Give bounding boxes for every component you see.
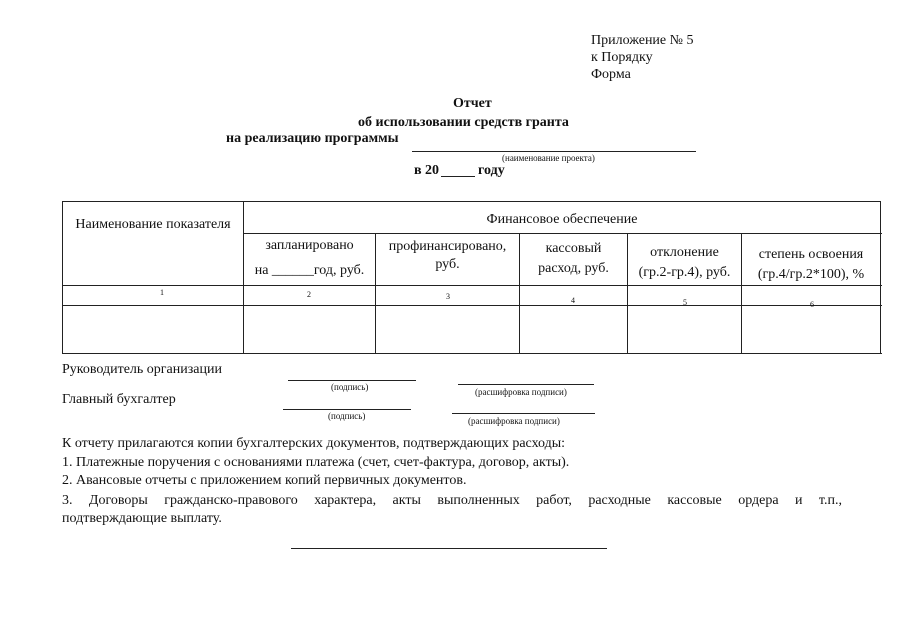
year-blank	[441, 176, 475, 177]
attachment-item-3: 3. Договоры гражданско-правового характера, акты выполненных работ, расходные кассовые ордера и т.п.,	[62, 493, 842, 508]
col-utilization-line2: (гр.4/гр.2*100), %	[757, 267, 865, 282]
col-deviation-line2: (гр.2-гр.4), руб.	[638, 265, 731, 280]
col-planned-line1: запланировано	[265, 238, 354, 253]
appendix-order: к Порядку	[591, 50, 653, 65]
col-utilization-line1: степень освоения	[758, 247, 864, 262]
project-name-blank	[412, 151, 696, 152]
table-line-numbers-bottom	[62, 305, 882, 306]
col-cash-line2: расход, руб.	[538, 261, 609, 276]
attachment-item-2: 2. Авансовые отчеты с приложением копий первичных документов.	[62, 473, 467, 488]
accountant-label: Главный бухгалтер	[62, 392, 176, 407]
col-number-1: 1	[160, 288, 164, 297]
program-label: на реализацию программы	[226, 131, 399, 146]
appendix-note	[591, 32, 694, 83]
head-signature-caption: (подпись)	[331, 382, 369, 392]
accountant-signature-caption: (подпись)	[328, 411, 366, 421]
col-financed-line2: руб.	[435, 257, 460, 272]
report-title: Отчет	[453, 96, 492, 111]
head-signature-line[interactable]	[288, 380, 416, 381]
head-label: Руководитель организации	[62, 362, 222, 377]
accountant-decoding-line[interactable]	[452, 413, 595, 414]
attachments-intro: К отчету прилагаются копии бухгалтерских документов, подтверждающих расходы:	[62, 436, 566, 451]
col-deviation-line1: отклонение	[650, 245, 719, 260]
col-number-6: 6	[810, 300, 814, 309]
indicator-header: Наименование показателя	[75, 217, 231, 232]
head-decoding-line[interactable]	[458, 384, 594, 385]
col-financed-line1: профинансировано,	[388, 239, 507, 254]
table-line-header-bottom	[62, 285, 882, 286]
col-planned-line2: на ______год, руб.	[254, 263, 365, 278]
table-border-right	[880, 201, 881, 353]
col-number-2: 2	[307, 290, 311, 299]
col-cash-line1: кассовый	[545, 241, 602, 256]
appendix-form: Форма	[591, 67, 631, 82]
footer-line	[291, 548, 607, 549]
table-border-bottom	[62, 353, 882, 354]
attachment-item-1: 1. Платежные поручения с основаниями платежа (счет, счет-фактура, договор, акты).	[62, 455, 570, 470]
col-number-3: 3	[446, 292, 450, 301]
project-caption: (наименование проекта)	[502, 153, 595, 163]
table-line-group	[244, 233, 882, 234]
year-suffix: году	[478, 163, 505, 178]
col-number-5: 5	[683, 298, 687, 307]
head-decoding-caption: (расшифровка подписи)	[475, 387, 567, 397]
appendix-number: Приложение № 5	[591, 33, 694, 48]
report-subtitle: об использовании средств гранта	[358, 115, 569, 130]
accountant-signature-line[interactable]	[283, 409, 411, 410]
col-number-4: 4	[571, 296, 575, 305]
year-prefix: в 20	[414, 163, 440, 178]
financing-header: Финансовое обеспечение	[486, 212, 638, 227]
attachment-item-3-cont: подтверждающие выплату.	[62, 511, 222, 526]
table-border-top	[62, 201, 880, 202]
accountant-decoding-caption: (расшифровка подписи)	[468, 416, 560, 426]
